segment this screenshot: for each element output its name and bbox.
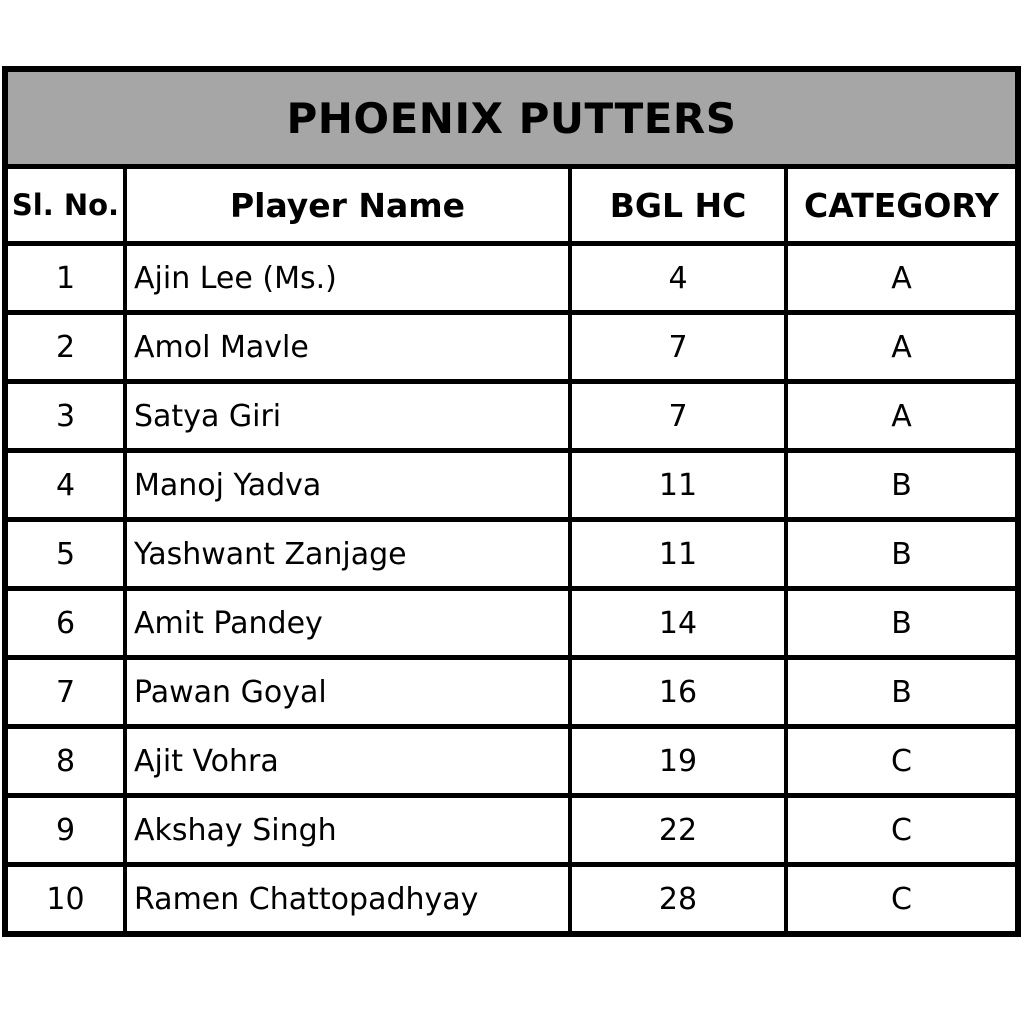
player-name-cell: Ramen Chattopadhyay (127, 867, 568, 931)
category-cell: A (788, 384, 1015, 448)
serial-number-cell: 7 (8, 660, 123, 724)
handicap-cell: 11 (572, 453, 784, 517)
serial-number-cell: 6 (8, 591, 123, 655)
serial-number-cell: 9 (8, 798, 123, 862)
handicap-cell: 7 (572, 315, 784, 379)
player-name-cell: Amit Pandey (127, 591, 568, 655)
team-roster-table (2, 66, 1021, 937)
handicap-cell: 7 (572, 384, 784, 448)
category-cell: A (788, 246, 1015, 310)
serial-number-cell: 10 (8, 867, 123, 931)
player-name-cell: Ajin Lee (Ms.) (127, 246, 568, 310)
column-header-handicap: BGL HC (572, 169, 784, 241)
player-name-cell: Manoj Yadva (127, 453, 568, 517)
column-header-player-name: Player Name (127, 169, 568, 241)
handicap-cell: 22 (572, 798, 784, 862)
serial-number-cell: 8 (8, 729, 123, 793)
player-name-cell: Satya Giri (127, 384, 568, 448)
serial-number-cell: 3 (8, 384, 123, 448)
serial-number-cell: 2 (8, 315, 123, 379)
category-cell: B (788, 591, 1015, 655)
player-name-cell: Amol Mavle (127, 315, 568, 379)
player-name-cell: Yashwant Zanjage (127, 522, 568, 586)
team-title: PHOENIX PUTTERS (8, 72, 1015, 164)
handicap-cell: 16 (572, 660, 784, 724)
category-cell: C (788, 729, 1015, 793)
handicap-cell: 28 (572, 867, 784, 931)
category-cell: B (788, 660, 1015, 724)
handicap-cell: 14 (572, 591, 784, 655)
serial-number-cell: 5 (8, 522, 123, 586)
category-cell: B (788, 522, 1015, 586)
handicap-cell: 19 (572, 729, 784, 793)
serial-number-cell: 1 (8, 246, 123, 310)
handicap-cell: 4 (572, 246, 784, 310)
serial-number-cell: 4 (8, 453, 123, 517)
player-name-cell: Pawan Goyal (127, 660, 568, 724)
category-cell: C (788, 867, 1015, 931)
player-name-cell: Ajit Vohra (127, 729, 568, 793)
column-header-category: CATEGORY (788, 169, 1015, 241)
column-header-sl-no: Sl. No. (8, 169, 123, 241)
handicap-cell: 11 (572, 522, 784, 586)
category-cell: A (788, 315, 1015, 379)
player-name-cell: Akshay Singh (127, 798, 568, 862)
category-cell: B (788, 453, 1015, 517)
category-cell: C (788, 798, 1015, 862)
